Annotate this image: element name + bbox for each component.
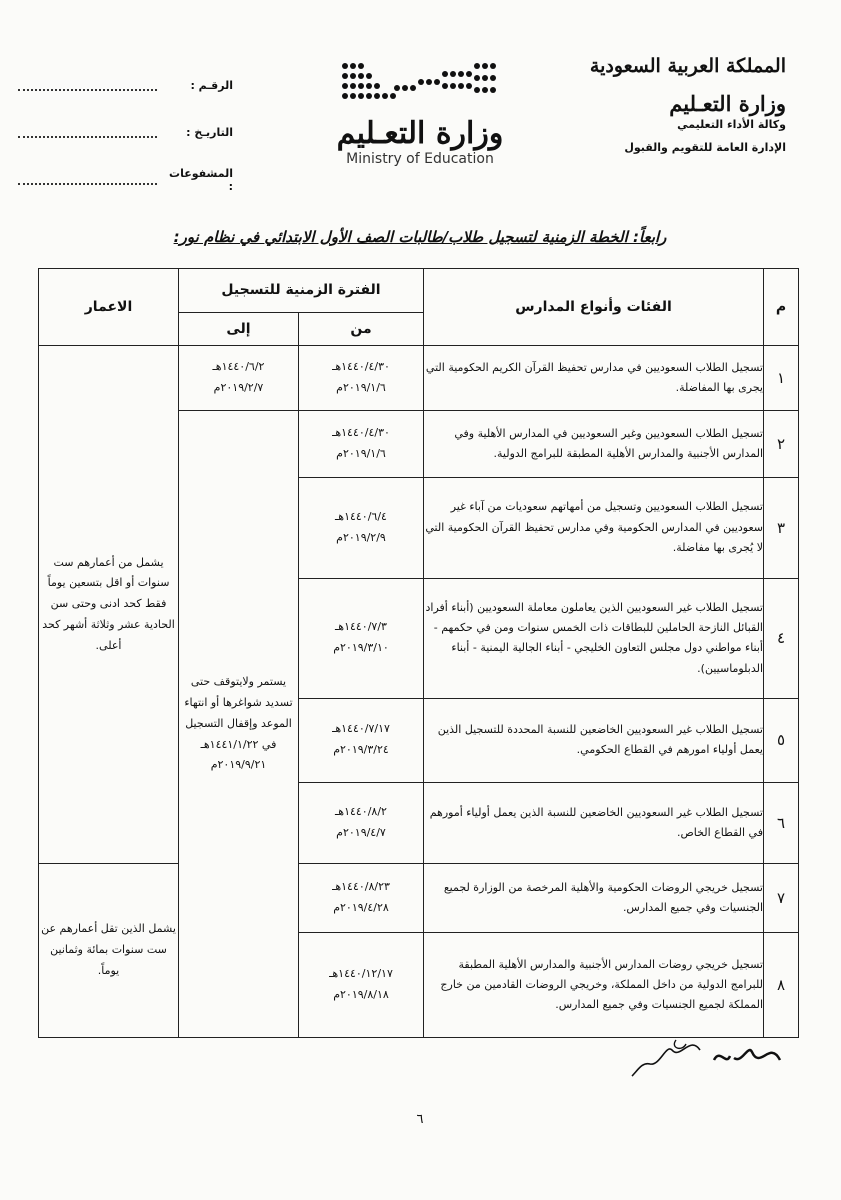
hijri-date: ١٤٤٠/٨/٢٣هـ [332, 880, 390, 894]
registration-plan-table [38, 268, 799, 1038]
logo-dots-icon [335, 58, 505, 108]
row-from-date [299, 478, 424, 578]
section-title: رابعاً: الخطة الزمنية لتسجيل طلاب/طالبات الصف الأول الابتدائي في نظام نور: [173, 228, 667, 246]
gregorian-date: ٢٠١٩/٢/٩م [336, 530, 386, 544]
field-attachments [18, 156, 233, 203]
field-date [18, 109, 233, 156]
field-number [18, 62, 233, 109]
row-from-date [299, 346, 424, 411]
kingdom-name: المملكة العربية السعودية [589, 55, 786, 77]
row-number: ٢ [764, 411, 799, 478]
gregorian-date: ٢٠١٩/٢/٧م [213, 381, 264, 395]
gregorian-date: ٢٠١٩/٤/٢٨م [333, 901, 389, 915]
field-line [18, 175, 157, 185]
hijri-date: ١٤٤٠/٧/١٧هـ [332, 722, 390, 736]
page-number: ٦ [416, 1112, 424, 1127]
header-ages: الاعمار [39, 269, 179, 346]
row-category: تسجيل الطلاب غير السعوديين الخاضعين للنسبة الذين يعمل أولياء أمورهم في القطاع الخاص. [424, 782, 764, 864]
field-label: التاريـخ : [186, 126, 233, 139]
signature-icon [630, 1030, 790, 1080]
ministry-name: وزارة التعـليم [669, 91, 786, 116]
table-row [39, 346, 799, 411]
row-number: ٣ [764, 478, 799, 578]
hijri-date: ١٤٤٠/٤/٣٠هـ [332, 360, 390, 374]
row-category: تسجيل خريجي الروضات الحكومية والأهلية المرخصة من الوزارة لجميع الجنسيات وفي جميع المدارس. [424, 864, 764, 933]
hijri-date: ١٤٤٠/٤/٣٠هـ [332, 426, 390, 440]
row-category: تسجيل الطلاب غير السعوديين الخاضعين للنسبة المحددة للتسجيل الذين يعمل أولياء امورهم في القطاع الحكومي. [424, 698, 764, 782]
gregorian-date: ٢٠١٩/٣/٢٤م [333, 743, 389, 757]
header-org-block [556, 55, 786, 154]
row-number: ١ [764, 346, 799, 411]
row-number: ٧ [764, 864, 799, 933]
row-from-date [299, 411, 424, 478]
ages-group-b: يشمل الذين تقل أعمارهم عن ست سنوات بمائة وثمانين يوماً. [39, 864, 179, 1038]
field-label: الرقـم : [190, 79, 233, 92]
gregorian-date: ٢٠١٩/١/٦م [336, 381, 386, 395]
row-category: تسجيل خريجي روضات المدارس الأجنبية والمدارس الأهلية المطبقة للبرامج الدولية من داخل المملكة، وخريجي الروضات القادمين من خارج المملكة لجميع الجنسيات وفي جميع المدارس. [424, 933, 764, 1038]
agency-name: وكالة الأداء التعليمي [677, 118, 786, 131]
row-from-date [299, 698, 424, 782]
row-category: تسجيل الطلاب السعوديين في مدارس تحفيظ القرآن الكريم الحكومية التي يجرى بها المفاضلة. [424, 346, 764, 411]
header-period: الفترة الزمنية للتسجيل [179, 269, 424, 313]
hijri-date: ١٤٤٠/٦/٤هـ [335, 510, 387, 524]
field-line [18, 81, 157, 91]
ages-group-a: يشمل من أعمارهم ست سنوات أو اقل بتسعين يوماً فقط كحد ادنى وحتى سن الحادية عشر وثلاثة أشهر كحد أعلى. [39, 346, 179, 864]
row-number: ٦ [764, 782, 799, 864]
table-row [39, 864, 799, 933]
row-number: ٥ [764, 698, 799, 782]
continuous-registration-end: يستمر ولايتوقف حتى تسديد شواغرها أو انتهاء الموعد وإقفال التسجيل في ١٤٤١/١/٢٢هـ ٢٠١٩/٩/٢١م [179, 411, 299, 1038]
gregorian-date: ٢٠١٩/١/٦م [336, 447, 386, 461]
row-from-date [299, 578, 424, 698]
field-label: المشفوعات : [169, 166, 233, 193]
logo-arabic-name: وزارة التعـليم [336, 116, 504, 151]
row-from-date [299, 864, 424, 933]
hijri-date: ١٤٤٠/٧/٣هـ [335, 620, 387, 634]
hijri-date: ١٤٤٠/٨/٢هـ [335, 805, 387, 819]
logo-english-name: Ministry of Education [346, 151, 494, 167]
gregorian-date: ٢٠١٩/٣/١٠م [333, 641, 389, 655]
row-category: تسجيل الطلاب السعوديين وغير السعوديين في المدارس الأهلية وفي المدارس الأجنبية والمدارس الأهلية المطبقة للبرامج الدولية. [424, 411, 764, 478]
row-category: تسجيل الطلاب غير السعوديين الذين يعاملون معاملة السعوديين (أبناء أفراد القبائل النازحة الحاملين للبطاقات ذات الخمس سنوات ومن في حكمهم - أبناء مواطني دول مجلس التعاون الخليجي - أبناء الجالية اليمنية - أبناء الدبلوماسيين). [424, 578, 764, 698]
row-from-date [299, 933, 424, 1038]
ministry-logo [290, 58, 550, 167]
header-to: إلى [179, 312, 299, 345]
header-category: الفئات وأنواع المدارس [424, 269, 764, 346]
row-from-date [299, 782, 424, 864]
header-number: م [764, 269, 799, 346]
header-from: من [299, 312, 424, 345]
header-fields [18, 62, 233, 203]
handwritten-signature [630, 1030, 790, 1080]
table-header-row [39, 269, 799, 313]
field-line [18, 128, 157, 138]
row-category: تسجيل الطلاب السعوديين وتسجيل من أمهاتهم سعوديات من آباء غير سعوديين في المدارس الحكومية وفي مدارس تحفيظ القرآن الحكومية التي لا يُجرى بها مفاضلة. [424, 478, 764, 578]
row-number: ٤ [764, 578, 799, 698]
hijri-date: ١٤٤٠/٦/٢هـ [212, 360, 265, 374]
department-name: الإدارة العامة للتقويم والقبول [624, 141, 786, 154]
gregorian-date: ٢٠١٩/٤/٧م [336, 825, 386, 839]
gregorian-date: ٢٠١٩/٨/١٨م [333, 988, 389, 1002]
row-number: ٨ [764, 933, 799, 1038]
row-to-date [179, 346, 299, 411]
hijri-date: ١٤٤٠/١٢/١٧هـ [329, 967, 393, 981]
